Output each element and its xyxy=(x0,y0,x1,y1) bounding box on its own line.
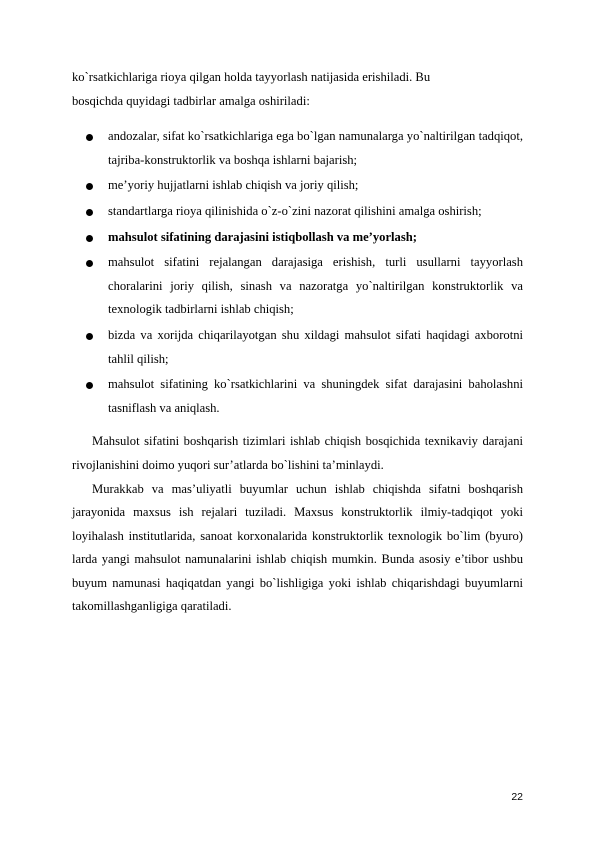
bullet-text: bizda va xorijda chiqarilayotgan shu xildagi mahsulot sifati haqidagi axborotni tahlil qilish; xyxy=(108,327,523,366)
bullet-dot-icon xyxy=(86,235,93,242)
bullet-item xyxy=(72,373,523,420)
bullet-dot-icon xyxy=(86,209,93,216)
bullet-item xyxy=(72,125,523,172)
page-number: 22 xyxy=(511,791,523,803)
bullet-item xyxy=(72,226,523,250)
intro-line-1: ko`rsatkichlariga rioya qilgan holda tayyorlash natijasida erishiladi. Bu xyxy=(72,70,431,84)
bullet-dot-icon xyxy=(86,183,93,190)
bullet-dot-icon xyxy=(86,134,93,141)
intro-line-2: bosqichda quyidagi tadbirlar amalga oshiriladi: xyxy=(72,93,310,108)
document-page xyxy=(72,66,523,619)
bullet-dot-icon xyxy=(86,260,93,267)
bullet-dot-icon xyxy=(86,382,93,389)
bullet-list xyxy=(72,125,523,420)
body-paragraph: Mahsulot sifatini boshqarish tizimlari ishlab chiqish bosqichida texnikaviy darajani rivojlanishini doimo yuqori sur’atlarda bo`lishini ta’minlaydi. xyxy=(72,434,523,472)
bullet-text: andozalar, sifat ko`rsatkichlariga ega bo`lgan namunalarga yo`naltirilgan tadqiqot, tajriba-konstruktorlik va boshqa ishlarni bajarish; xyxy=(108,129,523,167)
bullet-item xyxy=(72,200,523,224)
bullet-item xyxy=(72,174,523,198)
bullet-item xyxy=(72,251,523,322)
bullet-item xyxy=(72,324,523,371)
bullet-text: me’yoriy hujjatlarni ishlab chiqish va joriy qilish; xyxy=(108,178,359,193)
bullet-text: mahsulot sifatining ko`rsatkichlarini va shuningdek sifat darajasini baholashni tasniflash va aniqlash. xyxy=(108,377,523,415)
bullet-text-bold: mahsulot sifatining darajasini istiqbollash va me’yorlash; xyxy=(108,229,417,244)
bullet-text: standartlarga rioya qilinishida o`z-o`zini nazorat qilishini amalga oshirish; xyxy=(108,203,482,218)
bullet-text: mahsulot sifatini rejalangan darajasiga erishish, turli usullarni tayyorlash choralarini joriy qilish, sinash va nazoratga yo`naltirilgan konstruktorlik va texnologik tadbirlarni ishlab chiqish; xyxy=(108,255,523,317)
body-paragraph: Murakkab va mas’uliyatli buyumlar uchun ishlab chiqishda sifatni boshqarish jarayonida maxsus ish rejalari tuziladi. Maxsus konstruktorlik ilmiy-tadqiqot yoki loyihalash institutlarida, sanoat korxonalarida konstruktorlik texnologik bo`lim (byuro) larda yangi mahsulot namunalarini ishlab chiqish mumkin. Bunda asosiy e’tibor ushbu buyum namunasi haqiqatdan yangi bo`lishligiga yoki ishlab chiqarishdagi buyumlarni takomillashganligiga qaratiladi. xyxy=(72,481,523,614)
bullet-dot-icon xyxy=(86,333,93,340)
